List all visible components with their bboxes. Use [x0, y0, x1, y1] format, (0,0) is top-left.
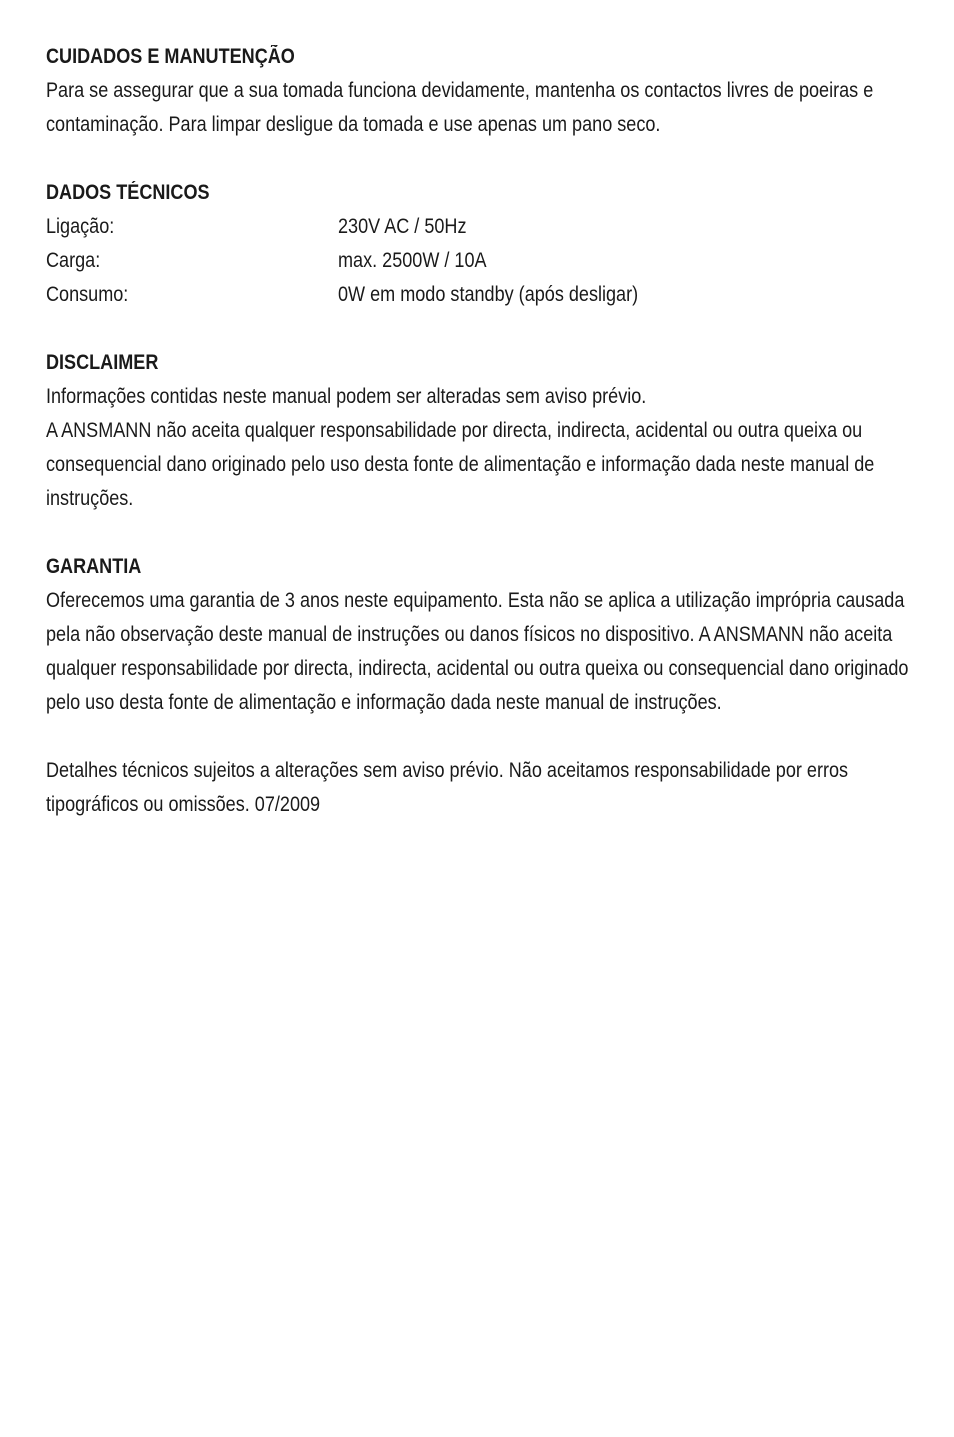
spec-row-consumption: [46, 278, 916, 312]
technical-section: [46, 176, 916, 312]
care-text: Para se assegurar que a sua tomada funciona devidamente, mantenha os contactos livres de poeiras e contaminação. Para limpar desligue da tomada e use apenas um pano seco.: [46, 79, 874, 136]
spec-row-load: [46, 244, 916, 278]
spec-label: Carga:: [46, 249, 101, 272]
spec-label: Ligação:: [46, 215, 115, 238]
care-heading: CUIDADOS E MANUTENÇÃO: [46, 45, 295, 68]
spec-row-connection: [46, 210, 916, 244]
disclaimer-section: [46, 346, 916, 516]
spec-value: max. 2500W / 10A: [338, 249, 487, 272]
care-section: [46, 40, 916, 142]
disclaimer-line1: Informações contidas neste manual podem ser alteradas sem aviso prévio.: [46, 385, 647, 408]
warranty-text: Oferecemos uma garantia de 3 anos neste equipamento. Esta não se aplica a utilização imprópria causada pela não observação deste manual de instruções ou danos físicos no dispositivo. A ANSMANN não aceita qualquer responsabilidade por directa, indirecta, acidental ou outra queixa ou consequencial dano originado pelo uso desta fonte de alimentação e informação dada neste manual de instruções.: [46, 589, 909, 714]
disclaimer-heading: DISCLAIMER: [46, 351, 159, 374]
spec-value: 230V AC / 50Hz: [338, 215, 467, 238]
warranty-section: [46, 550, 916, 720]
disclaimer-text: A ANSMANN não aceita qualquer responsabilidade por directa, indirecta, acidental ou outra queixa ou consequencial dano originado pelo uso desta fonte de alimentação e informação dada neste manual de instruções.: [46, 419, 875, 510]
footer-text: Detalhes técnicos sujeitos a alterações sem aviso prévio. Não aceitamos responsabilidade por erros tipográficos ou omissões. 07/2009: [46, 759, 849, 816]
document-page: [46, 40, 916, 822]
spec-label: Consumo:: [46, 283, 129, 306]
technical-heading: DADOS TÉCNICOS: [46, 181, 210, 204]
spec-value: 0W em modo standby (após desligar): [338, 283, 639, 306]
warranty-heading: GARANTIA: [46, 555, 142, 578]
footer-section: [46, 754, 916, 822]
